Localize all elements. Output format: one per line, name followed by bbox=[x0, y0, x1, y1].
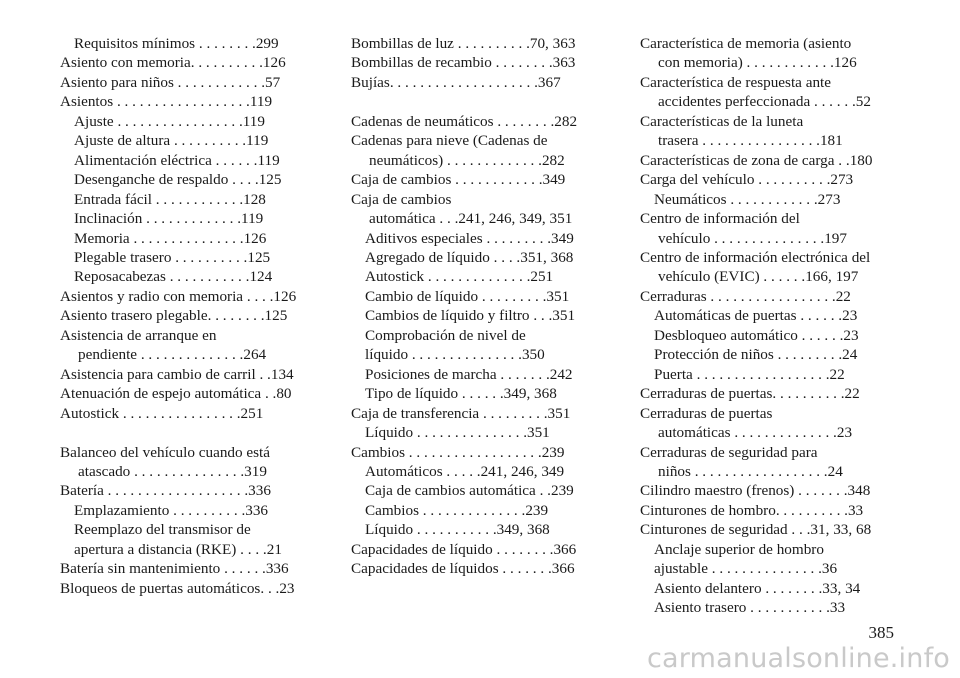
index-entry: Cinturones de hombro. . . . . . . . . .33 bbox=[640, 501, 864, 519]
index-subentry: Aditivos especiales . . . . . . . . .349 bbox=[365, 229, 574, 247]
index-subentry: Protección de niños . . . . . . . . .24 bbox=[654, 346, 858, 364]
index-subentry: neumáticos) . . . . . . . . . . . . .282 bbox=[369, 151, 565, 169]
index-subentry: Reemplazo del transmisor de bbox=[74, 521, 251, 539]
index-subentry: automáticas . . . . . . . . . . . . . .23 bbox=[658, 424, 853, 442]
index-entry: Autostick . . . . . . . . . . . . . . . .251 bbox=[60, 404, 264, 422]
index-entry: Capacidades de líquido . . . . . . . .366 bbox=[351, 540, 577, 558]
index-entry: Característica de memoria (asiento bbox=[640, 35, 852, 52]
index-entry: Batería . . . . . . . . . . . . . . . . . . .336 bbox=[60, 482, 271, 500]
index-subentry: Automáticas de puertas . . . . . .23 bbox=[654, 307, 858, 325]
index-subentry: Agregado de líquido . . . .351, 368 bbox=[365, 248, 574, 266]
index-entry: Balanceo del vehículo cuando está bbox=[60, 443, 271, 461]
index-entry: Batería sin mantenimiento . . . . . .336 bbox=[60, 560, 289, 578]
index-subentry: Memoria . . . . . . . . . . . . . . .126 bbox=[74, 229, 267, 247]
index-subentry: Plegable trasero . . . . . . . . . .125 bbox=[74, 248, 271, 266]
index-column-2 bbox=[351, 34, 605, 579]
index-entry: Asiento para niños . . . . . . . . . . . .57 bbox=[60, 73, 281, 91]
index-subentry: Líquido . . . . . . . . . . .349, 368 bbox=[365, 521, 550, 539]
index-subentry: Alimentación eléctrica . . . . . .119 bbox=[74, 151, 280, 169]
index-column-3 bbox=[640, 34, 896, 618]
index-entry: Asistencia para cambio de carril . .134 bbox=[60, 365, 294, 383]
section-gap bbox=[60, 423, 302, 442]
index-subentry: Líquido . . . . . . . . . . . . . . .351 bbox=[365, 424, 550, 442]
index-entry: Asiento trasero plegable. . . . . . . .125 bbox=[60, 307, 288, 325]
index-subentry: accidentes perfeccionada . . . . . .52 bbox=[658, 93, 871, 111]
index-subentry: con memoria) . . . . . . . . . . . .126 bbox=[658, 54, 857, 72]
index-subentry: Desenganche de respaldo . . . .125 bbox=[74, 171, 282, 189]
index-subentry: Cambios . . . . . . . . . . . . . .239 bbox=[365, 501, 549, 519]
index-subentry: Cambios de líquido y filtro . . .351 bbox=[365, 307, 576, 325]
index-subentry: Cambio de líquido . . . . . . . . .351 bbox=[365, 287, 570, 305]
index-subentry: Entrada fácil . . . . . . . . . . . .128 bbox=[74, 190, 266, 208]
index-subentry: apertura a distancia (RKE) . . . .21 bbox=[74, 540, 282, 558]
index-subentry: Requisitos mínimos . . . . . . . .299 bbox=[74, 35, 279, 52]
index-subentry: Neumáticos . . . . . . . . . . . .273 bbox=[654, 190, 841, 208]
index-subentry: Caja de cambios automática . .239 bbox=[365, 482, 574, 500]
index-entry: Cadenas para nieve (Cadenas de bbox=[351, 132, 548, 150]
index-entry: Características de zona de carga . .180 bbox=[640, 151, 873, 169]
index-subentry: Inclinación . . . . . . . . . . . . .119 bbox=[74, 210, 264, 228]
page-number: 385 bbox=[868, 623, 894, 642]
index-subentry: Reposacabezas . . . . . . . . . . .124 bbox=[74, 268, 273, 286]
index-subentry: Tipo de líquido . . . . . .349, 368 bbox=[365, 385, 557, 403]
index-entry: Bujías. . . . . . . . . . . . . . . . . . . .367 bbox=[351, 73, 561, 91]
index-subentry: Emplazamiento . . . . . . . . . .336 bbox=[74, 501, 269, 519]
index-entry: Cerraduras de puertas bbox=[640, 404, 773, 422]
index-entry: Bloqueos de puertas automáticos. . .23 bbox=[60, 579, 295, 597]
index-subentry: trasera . . . . . . . . . . . . . . . .181 bbox=[658, 132, 843, 150]
index-entry: Asientos . . . . . . . . . . . . . . . . . .119 bbox=[60, 93, 273, 111]
index-subentry: Desbloqueo automático . . . . . .23 bbox=[654, 326, 859, 344]
index-entry: Cambios . . . . . . . . . . . . . . . . . .239 bbox=[351, 443, 565, 461]
index-subentry: vehículo (EVIC) . . . . . .166, 197 bbox=[658, 268, 859, 286]
index-subentry: Puerta . . . . . . . . . . . . . . . . . .22 bbox=[654, 365, 845, 383]
index-entry: Cerraduras de puertas. . . . . . . . . .22 bbox=[640, 385, 860, 403]
index-entry: Asientos y radio con memoria . . . .126 bbox=[60, 287, 297, 305]
index-entry: Cinturones de seguridad . . .31, 33, 68 bbox=[640, 521, 872, 539]
index-subentry: líquido . . . . . . . . . . . . . . .350 bbox=[365, 346, 545, 364]
index-subentry: Comprobación de nivel de bbox=[365, 326, 526, 344]
index-entry: Bombillas de recambio . . . . . . . .363 bbox=[351, 54, 576, 72]
index-subentry: Autostick . . . . . . . . . . . . . .251 bbox=[365, 268, 554, 286]
index-subentry: vehículo . . . . . . . . . . . . . . .197 bbox=[658, 229, 847, 247]
index-entry: Característica de respuesta ante bbox=[640, 73, 832, 91]
index-entry: Cilindro maestro (frenos) . . . . . . .348 bbox=[640, 482, 871, 500]
index-entry: Cadenas de neumáticos . . . . . . . .282 bbox=[351, 112, 578, 130]
index-entry: Caja de cambios bbox=[351, 190, 452, 208]
index-entry: Asiento con memoria. . . . . . . . . .126 bbox=[60, 54, 286, 72]
index-column-1 bbox=[60, 34, 302, 598]
index-subentry: atascado . . . . . . . . . . . . . . .319 bbox=[78, 462, 267, 480]
index-entry: Atenuación de espejo automática . .80 bbox=[60, 385, 292, 403]
index-subentry: niños . . . . . . . . . . . . . . . . . .24 bbox=[658, 462, 843, 480]
watermark: carmanualsonline.info bbox=[647, 643, 950, 674]
index-entry: Caja de cambios . . . . . . . . . . . .349 bbox=[351, 171, 566, 189]
index-entry: Bombillas de luz . . . . . . . . . .70, 363 bbox=[351, 35, 576, 52]
index-subentry: Ajuste . . . . . . . . . . . . . . . . .119 bbox=[74, 112, 265, 130]
index-entry: Asistencia de arranque en bbox=[60, 326, 217, 344]
index-entry: Características de la luneta bbox=[640, 112, 804, 130]
index-subentry: Asiento trasero . . . . . . . . . . .33 bbox=[654, 599, 846, 617]
index-subentry: Automáticos . . . . .241, 246, 349 bbox=[365, 462, 565, 480]
index-subentry: Posiciones de marcha . . . . . . .242 bbox=[365, 365, 573, 383]
index-entry: Cerraduras . . . . . . . . . . . . . . . . .22 bbox=[640, 287, 851, 305]
index-subentry: pendiente . . . . . . . . . . . . . .264 bbox=[78, 346, 267, 364]
index-entry: Caja de transferencia . . . . . . . . .351 bbox=[351, 404, 571, 422]
section-gap bbox=[351, 92, 605, 111]
index-entry: Carga del vehículo . . . . . . . . . .273 bbox=[640, 171, 854, 189]
index-subentry: Asiento delantero . . . . . . . .33, 34 bbox=[654, 579, 861, 597]
index-entry: Cerraduras de seguridad para bbox=[640, 443, 818, 461]
index-subentry: Anclaje superior de hombro bbox=[654, 540, 824, 558]
index-subentry: Ajuste de altura . . . . . . . . . .119 bbox=[74, 132, 269, 150]
index-entry: Centro de información electrónica del bbox=[640, 248, 871, 266]
index-entry: Centro de información del bbox=[640, 210, 800, 228]
index-subentry: ajustable . . . . . . . . . . . . . . .36 bbox=[654, 560, 838, 578]
index-entry: Capacidades de líquidos . . . . . . .366 bbox=[351, 560, 575, 578]
index-subentry: automática . . .241, 246, 349, 351 bbox=[369, 210, 573, 228]
